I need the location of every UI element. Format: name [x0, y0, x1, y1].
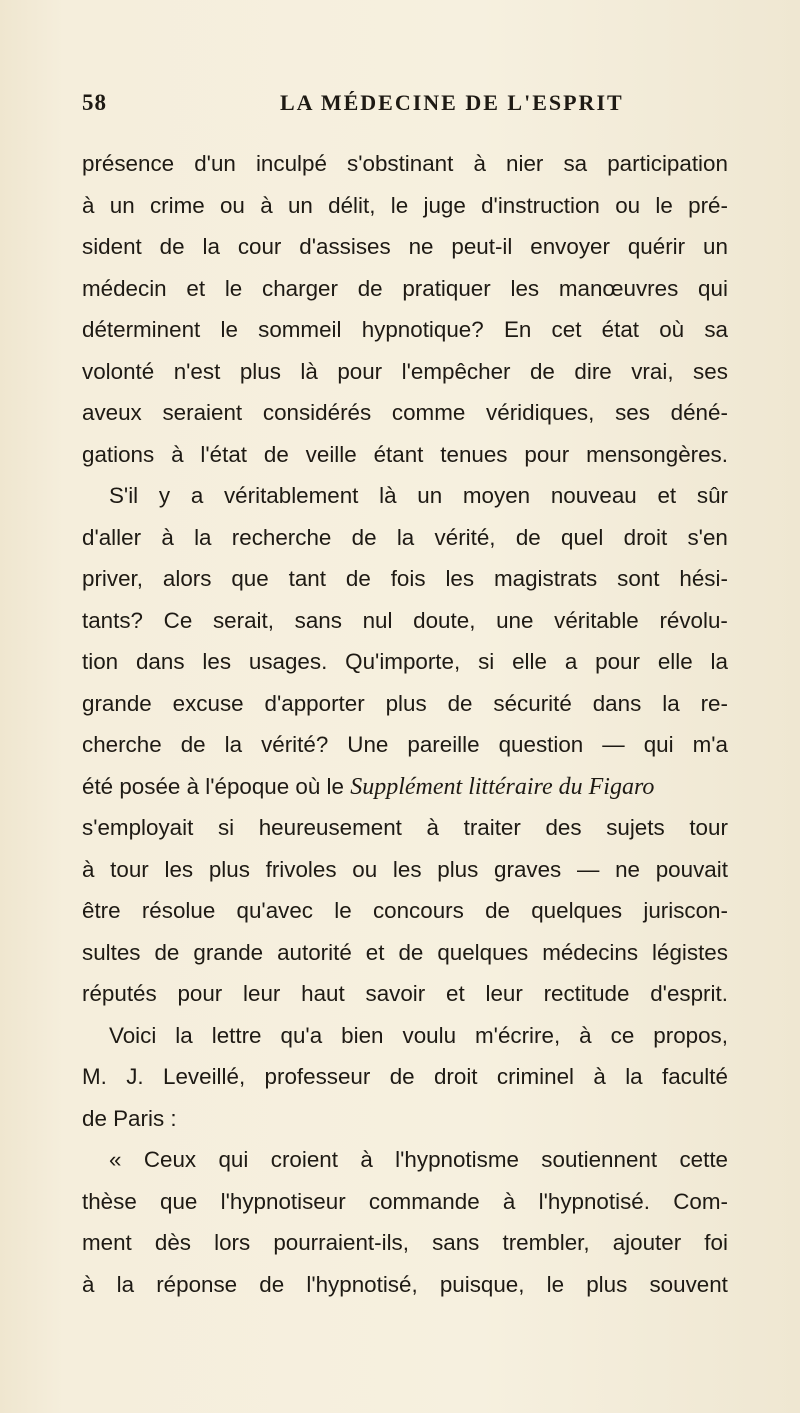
text-line: à un crime ou à un délit, le juge d'instruction ou le pré-	[82, 192, 728, 218]
text-line: tion dans les usages. Qu'importe, si elle a pour elle la	[82, 649, 728, 674]
text-line-with-title	[82, 766, 728, 808]
text-line: gations à l'état de veille étant tenues pour mensongères.	[82, 441, 728, 467]
text-line: à tour les plus frivoles ou les plus graves — ne pouvait	[82, 856, 728, 882]
text-line: présence d'un inculpé s'obstinant à nier sa participation	[82, 151, 728, 176]
text-line: M. J. Leveillé, professeur de droit criminel à la faculté	[82, 1064, 728, 1089]
text-line: s'employait si heureusement à traiter des sujets tour	[82, 815, 728, 840]
text-line: sident de la cour d'assises ne peut-il envoyer quérir un	[82, 234, 728, 259]
text-line: volonté n'est plus là pour l'empêcher de dire vrai, ses	[82, 358, 728, 384]
text-line: aveux seraient considérés comme véridiques, ses déné-	[82, 400, 728, 425]
text-line: priver, alors que tant de fois les magistrats sont hési-	[82, 566, 728, 591]
running-head: LA MÉDECINE DE L'ESPRIT	[280, 90, 624, 115]
text-line: thèse que l'hypnotiseur commande à l'hypnotisé. Com-	[82, 1188, 728, 1214]
page-number: 58	[82, 90, 107, 115]
text-line: « Ceux qui croient à l'hypnotisme soutiennent cette	[109, 1147, 728, 1172]
text-line: ment dès lors pourraient-ils, sans trembler, ajouter foi	[82, 1230, 728, 1255]
text-line: de Paris :	[82, 1105, 177, 1131]
text-line: S'il y a véritablement là un moyen nouveau et sûr	[109, 483, 728, 508]
text-line: réputés pour leur haut savoir et leur rectitude d'esprit.	[82, 981, 728, 1006]
page-header	[82, 90, 722, 120]
text-line: sultes de grande autorité et de quelques médecins légistes	[82, 939, 728, 965]
text-line: tants? Ce serait, sans nul doute, une véritable révolu-	[82, 607, 728, 633]
body-text	[82, 143, 728, 1305]
journal-title: Supplément littéraire du Figaro	[350, 773, 655, 800]
text-line: déterminent le sommeil hypnotique? En cet état où sa	[82, 317, 728, 342]
text-line: être résolue qu'avec le concours de quelques juriscon-	[82, 898, 728, 923]
text-fragment: été posée à l'époque où le	[82, 773, 344, 799]
text-line: à la réponse de l'hypnotisé, puisque, le plus souvent	[82, 1271, 728, 1297]
text-line: d'aller à la recherche de la vérité, de quel droit s'en	[82, 524, 728, 550]
text-line: cherche de la vérité? Une pareille question — qui m'a	[82, 732, 728, 757]
text-line: grande excuse d'apporter plus de sécurité dans la re-	[82, 690, 728, 716]
text-line: Voici la lettre qu'a bien voulu m'écrire, à ce propos,	[109, 1022, 728, 1048]
text-line: médecin et le charger de pratiquer les manœuvres qui	[82, 275, 728, 301]
